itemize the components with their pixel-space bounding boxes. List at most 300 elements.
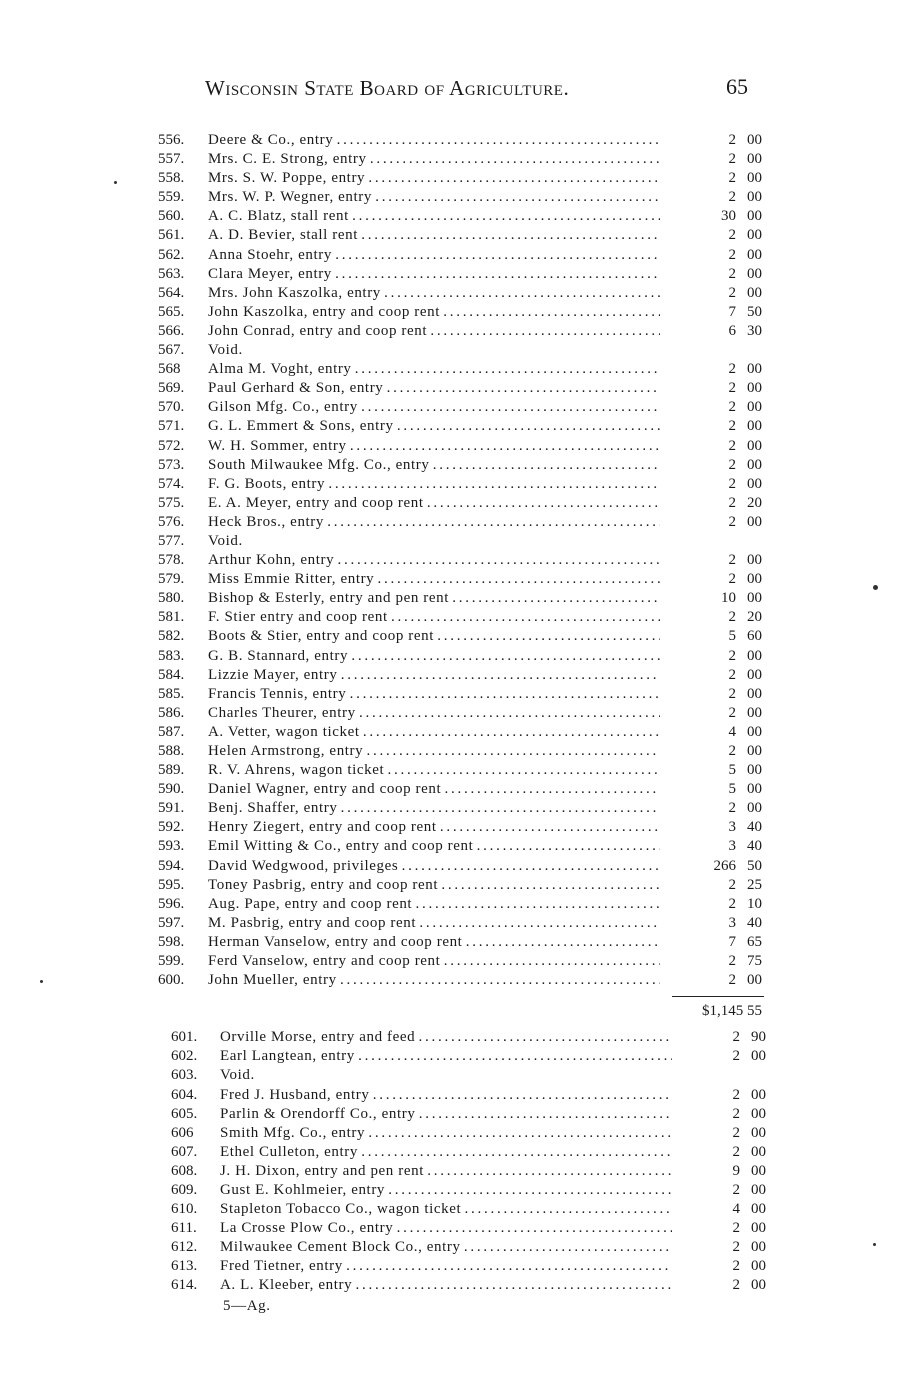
entry-amount: [684, 1028, 766, 1047]
amount-cents: 50: [747, 303, 762, 320]
amount-cents: 00: [747, 418, 762, 435]
ledger-row: [0, 666, 900, 685]
entry-description: Mrs. John Kaszolka, entry . . .: [208, 285, 660, 301]
entry-description: Daniel Wagner, entry and coop rent . . .: [208, 781, 660, 797]
entry-amount: [680, 780, 762, 799]
entry-description: A. Vetter, wagon ticket . . .: [208, 724, 660, 740]
entry-description-cell: [208, 475, 660, 494]
page-number: 65: [726, 74, 748, 99]
entry-description: Benj. Shaffer, entry . . .: [208, 800, 660, 816]
ledger-row: [0, 857, 900, 876]
entry-amount: [680, 513, 762, 532]
entry-description-cell: [208, 532, 660, 551]
amount-cents: 00: [747, 265, 762, 282]
entry-description-cell: [208, 799, 660, 818]
entry-amount: [684, 1181, 766, 1200]
amount-dollars: 2: [732, 1258, 740, 1275]
ledger-row: [0, 284, 900, 303]
entry-amount: [684, 1257, 766, 1276]
entry-amount: [680, 188, 762, 207]
ledger-block-second: [0, 1028, 900, 1295]
amount-cents: 00: [747, 590, 762, 607]
entry-description-cell: [208, 818, 660, 837]
amount-cents: 00: [747, 227, 762, 244]
amount-dollars: 4: [732, 1201, 740, 1218]
entry-description: Aug. Pape, entry and coop rent . . .: [208, 896, 660, 912]
entry-description-cell: [208, 513, 660, 532]
ledger-row: [0, 265, 900, 284]
amount-dollars: 2: [728, 704, 736, 721]
entry-description: Milwaukee Cement Block Co., entry . . .: [220, 1239, 672, 1255]
amount-dollars: 2: [728, 189, 736, 206]
entry-description-cell: [220, 1162, 672, 1181]
ledger-row: [0, 341, 900, 360]
entry-amount: [684, 1200, 766, 1219]
entry-amount: [680, 818, 762, 837]
entry-amount: [680, 417, 762, 436]
entry-description-cell: [208, 666, 660, 685]
amount-dollars: 3: [728, 914, 736, 931]
ledger-row: [0, 437, 900, 456]
entry-amount: [680, 169, 762, 188]
entry-number: 589.: [158, 762, 185, 779]
entry-description-cell: [208, 876, 660, 895]
amount-dollars: 6: [728, 322, 736, 339]
entry-number: 573.: [158, 456, 185, 473]
entry-number: 593.: [158, 838, 185, 855]
entry-number: 584.: [158, 666, 185, 683]
entry-amount: [684, 1066, 766, 1085]
entry-number: 601.: [171, 1029, 198, 1046]
amount-cents: 40: [747, 838, 762, 855]
entry-description: Fred Tietner, entry . . .: [220, 1258, 672, 1274]
entry-description: John Kaszolka, entry and coop rent . . .: [208, 304, 660, 320]
entry-number: 574.: [158, 475, 185, 492]
amount-dollars: 2: [732, 1277, 740, 1294]
amount-cents: 00: [747, 361, 762, 378]
amount-dollars: 3: [728, 819, 736, 836]
entry-description: Ferd Vanselow, entry and coop rent . . .: [208, 953, 660, 969]
ledger-row: [0, 322, 900, 341]
entry-description-cell: [208, 837, 660, 856]
entry-number: 609.: [171, 1181, 198, 1198]
amount-dollars: 2: [728, 361, 736, 378]
entry-number: 610.: [171, 1201, 198, 1218]
entry-description: Paul Gerhard & Son, entry . . .: [208, 380, 660, 396]
ledger-row: [0, 246, 900, 265]
entry-number: 598.: [158, 933, 185, 950]
entry-amount: [680, 933, 762, 952]
amount-dollars: 2: [732, 1220, 740, 1237]
entry-amount: [680, 704, 762, 723]
entry-number: 614.: [171, 1277, 198, 1294]
entry-amount: [680, 360, 762, 379]
amount-cents: 00: [747, 456, 762, 473]
amount-dollars: 2: [728, 552, 736, 569]
amount-cents: 00: [751, 1162, 766, 1179]
entry-number: 587.: [158, 723, 185, 740]
speck: [40, 980, 43, 983]
entry-description-cell: [208, 417, 660, 436]
amount-cents: 00: [751, 1220, 766, 1237]
entry-description: Henry Ziegert, entry and coop rent . . .: [208, 819, 660, 835]
ledger-row: [0, 1047, 900, 1066]
entry-description-cell: [208, 971, 660, 990]
ledger-row: [0, 799, 900, 818]
ledger-row: [0, 475, 900, 494]
amount-dollars: 2: [728, 475, 736, 492]
ledger-row: [0, 1200, 900, 1219]
amount-dollars: 7: [728, 933, 736, 950]
entry-description: A. D. Bevier, stall rent . . .: [208, 227, 660, 243]
amount-cents: 00: [751, 1277, 766, 1294]
amount-dollars: 2: [728, 170, 736, 187]
amount-dollars: 266: [713, 857, 736, 874]
entry-description: Arthur Kohn, entry . . .: [208, 552, 660, 568]
entry-description-cell: [208, 608, 660, 627]
entry-amount: [684, 1238, 766, 1257]
amount-dollars: 4: [728, 723, 736, 740]
ledger-row: [0, 379, 900, 398]
entry-amount: [680, 666, 762, 685]
entry-number: 608.: [171, 1162, 198, 1179]
entry-amount: [680, 914, 762, 933]
entry-amount: [684, 1276, 766, 1295]
entry-amount: [680, 456, 762, 475]
entry-number: 613.: [171, 1258, 198, 1275]
entry-number: 586.: [158, 704, 185, 721]
amount-cents: 25: [747, 876, 762, 893]
entry-amount: [680, 857, 762, 876]
entry-description: Parlin & Orendorff Co., entry . . .: [220, 1106, 672, 1122]
amount-dollars: 2: [728, 666, 736, 683]
amount-cents: 20: [747, 494, 762, 511]
entry-description: Ethel Culleton, entry . . .: [220, 1144, 672, 1160]
ledger-row: [0, 1105, 900, 1124]
amount-cents: 00: [747, 800, 762, 817]
entry-description-cell: [208, 398, 660, 417]
amount-dollars: 2: [728, 399, 736, 416]
entry-amount: [680, 265, 762, 284]
entry-description-cell: [208, 685, 660, 704]
ledger-row: [0, 1181, 900, 1200]
amount-cents: 90: [751, 1029, 766, 1046]
ledger-row: [0, 761, 900, 780]
entry-number: 605.: [171, 1105, 198, 1122]
entry-amount: [684, 1219, 766, 1238]
entry-description-cell: [208, 780, 660, 799]
entry-description: Mrs. S. W. Poppe, entry . . .: [208, 170, 660, 186]
entry-description: G. B. Stannard, entry . . .: [208, 648, 660, 664]
ledger-row: [0, 570, 900, 589]
entry-amount: [680, 303, 762, 322]
entry-description-cell: [208, 150, 660, 169]
amount-dollars: 10: [721, 590, 736, 607]
entry-amount: [680, 150, 762, 169]
entry-number: 606: [171, 1124, 194, 1141]
ledger-row: [0, 589, 900, 608]
entry-description-cell: [208, 742, 660, 761]
entry-number: 591.: [158, 800, 185, 817]
entry-description: Gilson Mfg. Co., entry . . .: [208, 399, 660, 415]
amount-cents: 00: [747, 208, 762, 225]
entry-description-cell: [208, 627, 660, 646]
entry-number: 569.: [158, 380, 185, 397]
subtotal-amount: $1,145 55: [702, 1003, 762, 1020]
amount-cents: 00: [747, 399, 762, 416]
entry-number: 612.: [171, 1239, 198, 1256]
entry-description-cell: [208, 226, 660, 245]
amount-cents: 00: [751, 1048, 766, 1065]
entry-number: 558.: [158, 170, 185, 187]
amount-cents: 00: [751, 1124, 766, 1141]
ledger-row: [0, 207, 900, 226]
entry-description-cell: [208, 341, 660, 360]
amount-dollars: 2: [728, 265, 736, 282]
ledger-row: [0, 417, 900, 436]
ledger-row: [0, 971, 900, 990]
amount-cents: 75: [747, 953, 762, 970]
entry-description-cell: [208, 723, 660, 742]
entry-description: Lizzie Mayer, entry . . .: [208, 667, 660, 683]
entry-description: Alma M. Voght, entry . . .: [208, 361, 660, 377]
amount-cents: 00: [747, 437, 762, 454]
entry-number: 588.: [158, 743, 185, 759]
amount-dollars: 2: [728, 685, 736, 702]
amount-dollars: 2: [728, 571, 736, 588]
amount-cents: 00: [751, 1143, 766, 1160]
entry-amount: [680, 341, 762, 360]
ledger-row: [0, 647, 900, 666]
entry-description-cell: [208, 131, 660, 150]
entry-amount: [680, 647, 762, 666]
entry-description-cell: [220, 1105, 672, 1124]
amount-dollars: 2: [728, 380, 736, 397]
amount-dollars: 2: [728, 418, 736, 435]
entry-number: 611.: [171, 1220, 197, 1237]
amount-dollars: 5: [728, 628, 736, 645]
entry-description-cell: [208, 914, 660, 933]
entry-description-cell: [208, 551, 660, 570]
amount-dollars: 2: [728, 284, 736, 301]
entry-amount: [680, 284, 762, 303]
speck: [114, 181, 117, 184]
entry-number: 600.: [158, 972, 185, 989]
entry-amount: [680, 379, 762, 398]
amount-dollars: 2: [732, 1029, 740, 1046]
amount-dollars: 2: [728, 437, 736, 454]
entry-description-cell: [208, 207, 660, 226]
ledger-block-first: [0, 131, 900, 990]
entry-description: John Mueller, entry . . .: [208, 972, 660, 988]
amount-cents: 00: [747, 666, 762, 683]
entry-number: 560.: [158, 208, 185, 225]
ledger-row: [0, 1276, 900, 1295]
entry-description: South Milwaukee Mfg. Co., entry . . .: [208, 457, 660, 473]
entry-description: M. Pasbrig, entry and coop rent . . .: [208, 915, 660, 931]
entry-description-cell: [208, 265, 660, 284]
entry-number: 594.: [158, 857, 185, 874]
ledger-row: [0, 303, 900, 322]
amount-cents: 00: [751, 1181, 766, 1198]
entry-description-cell: [208, 895, 660, 914]
amount-cents: 00: [747, 170, 762, 187]
entry-description: Void.: [220, 1067, 255, 1084]
ledger-row: [0, 742, 900, 761]
entry-number: 557.: [158, 151, 185, 168]
entry-amount: [680, 226, 762, 245]
entry-description-cell: [220, 1086, 672, 1105]
ledger-row: [0, 723, 900, 742]
amount-dollars: 2: [732, 1048, 740, 1065]
entry-amount: [684, 1124, 766, 1143]
entry-description-cell: [208, 379, 660, 398]
subtotal-rule: [672, 996, 764, 997]
entry-description: G. L. Emmert & Sons, entry . . .: [208, 418, 660, 434]
ledger-row: [0, 704, 900, 723]
entry-description-cell: [208, 952, 660, 971]
ledger-row: [0, 685, 900, 704]
amount-cents: 50: [747, 857, 762, 874]
entry-description: A. C. Blatz, stall rent . . .: [208, 208, 660, 224]
ledger-row: [0, 608, 900, 627]
entry-description-cell: [208, 704, 660, 723]
amount-dollars: 2: [732, 1181, 740, 1198]
ledger-row: [0, 360, 900, 379]
entry-amount: [680, 723, 762, 742]
entry-number: 607.: [171, 1143, 198, 1160]
entry-amount: [680, 551, 762, 570]
entry-number: 583.: [158, 647, 185, 664]
amount-cents: 40: [747, 819, 762, 836]
amount-cents: 00: [747, 743, 762, 759]
entry-number: 561.: [158, 227, 185, 244]
entry-number: 581.: [158, 609, 185, 626]
amount-dollars: 9: [732, 1162, 740, 1179]
amount-dollars: 2: [732, 1086, 740, 1103]
entry-description-cell: [220, 1143, 672, 1162]
ledger-row: [0, 456, 900, 475]
ledger-row: [0, 131, 900, 150]
amount-cents: 00: [747, 781, 762, 798]
amount-cents: 00: [747, 132, 762, 148]
entry-amount: [680, 570, 762, 589]
ledger-row: [0, 895, 900, 914]
entry-number: 579.: [158, 571, 185, 588]
amount-cents: 00: [747, 552, 762, 569]
entry-description: Earl Langtean, entry . . .: [220, 1048, 672, 1064]
entry-amount: [680, 322, 762, 341]
entry-description-cell: [208, 761, 660, 780]
amount-dollars: 2: [728, 647, 736, 664]
entry-amount: [684, 1047, 766, 1066]
ledger-row: [0, 1028, 900, 1047]
signature-mark: [0, 1296, 900, 1318]
ledger-row: [0, 914, 900, 933]
amount-cents: 00: [747, 972, 762, 989]
amount-cents: 00: [747, 762, 762, 779]
entry-description: Herman Vanselow, entry and coop rent . . .: [208, 934, 660, 950]
entry-description-cell: [208, 857, 660, 876]
amount-cents: 00: [747, 380, 762, 397]
page-header: [0, 76, 900, 106]
ledger-row: [0, 627, 900, 646]
amount-cents: 00: [751, 1201, 766, 1218]
amount-dollars: 2: [728, 972, 736, 989]
entry-description: Mrs. W. P. Wegner, entry . . .: [208, 189, 660, 205]
amount-cents: 30: [747, 322, 762, 339]
entry-description-cell: [208, 284, 660, 303]
ledger-row: [0, 1162, 900, 1181]
entry-description-cell: [208, 322, 660, 341]
entry-description-cell: [208, 456, 660, 475]
signature-mark-text: 5—Ag.: [223, 1297, 271, 1314]
amount-dollars: 5: [728, 781, 736, 798]
amount-dollars: 2: [728, 132, 736, 148]
entry-number: 571.: [158, 418, 185, 435]
entry-description: Boots & Stier, entry and coop rent . . .: [208, 628, 660, 644]
entry-description-cell: [220, 1047, 672, 1066]
entry-number: 559.: [158, 189, 185, 206]
amount-dollars: 5: [728, 762, 736, 779]
entry-description: Emil Witting & Co., entry and coop rent . . .: [208, 838, 660, 854]
entry-description: Stapleton Tobacco Co., wagon ticket . . .: [220, 1201, 672, 1217]
entry-description: F. Stier entry and coop rent . . .: [208, 609, 660, 625]
entry-number: 566.: [158, 322, 185, 339]
ledger-row: [0, 150, 900, 169]
amount-dollars: 30: [721, 208, 736, 225]
ledger-row: [0, 169, 900, 188]
entry-amount: [680, 207, 762, 226]
entry-number: 595.: [158, 876, 185, 893]
ledger-row: [0, 226, 900, 245]
amount-dollars: 2: [728, 800, 736, 817]
ledger-row: [0, 818, 900, 837]
amount-cents: 00: [751, 1258, 766, 1275]
entry-description: Clara Meyer, entry . . .: [208, 266, 660, 282]
entry-description-cell: [220, 1219, 672, 1238]
entry-amount: [680, 685, 762, 704]
amount-cents: 00: [747, 571, 762, 588]
amount-cents: 00: [751, 1239, 766, 1256]
entry-number: 572.: [158, 437, 185, 454]
entry-amount: [680, 494, 762, 513]
ledger-row: [0, 952, 900, 971]
amount-dollars: 2: [728, 456, 736, 473]
amount-cents: 00: [751, 1086, 766, 1103]
amount-dollars: 2: [728, 494, 736, 511]
entry-amount: [680, 971, 762, 990]
entry-description: Miss Emmie Ritter, entry . . .: [208, 571, 660, 587]
entry-number: 596.: [158, 895, 185, 912]
amount-dollars: 2: [728, 609, 736, 626]
subtotal-row: [0, 990, 900, 1028]
entry-amount: [680, 437, 762, 456]
entry-description: Bishop & Esterly, entry and pen rent . . .: [208, 590, 660, 606]
entry-amount: [680, 608, 762, 627]
entry-number: 575.: [158, 494, 185, 511]
entry-description-cell: [208, 589, 660, 608]
amount-cents: 00: [747, 685, 762, 702]
ledger-row: [0, 1257, 900, 1276]
entry-amount: [684, 1086, 766, 1105]
entry-description: Void.: [208, 342, 243, 359]
entry-description: David Wedgwood, privileges . . .: [208, 858, 660, 874]
entry-description-cell: [220, 1238, 672, 1257]
amount-cents: 00: [747, 189, 762, 206]
amount-dollars: 2: [732, 1105, 740, 1122]
entry-number: 564.: [158, 284, 185, 301]
